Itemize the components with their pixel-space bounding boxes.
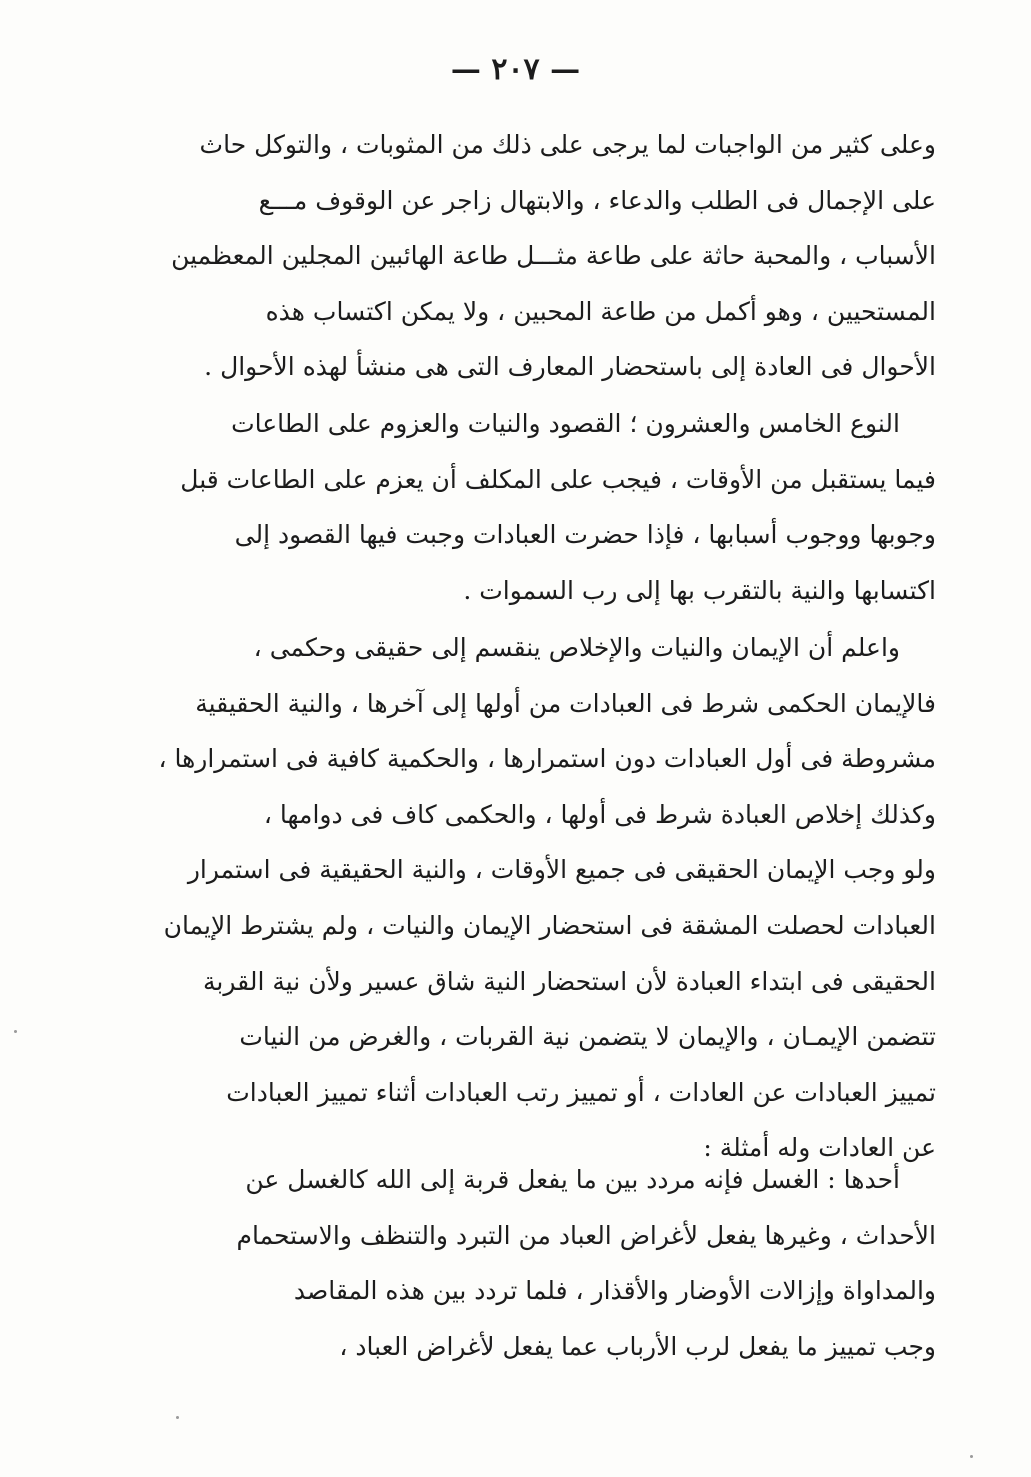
scan-speck <box>176 1416 179 1419</box>
text-line: أحدها : الغسل فإنه مردد بين ما يفعل قربة إلى الله كالغسل عن <box>245 1165 900 1194</box>
paragraph-2 <box>96 396 936 618</box>
text-line: الأحوال فى العادة إلى باستحضار المعارف التى هى منشأ لهذه الأحوال . <box>204 352 936 382</box>
text-line: عن العادات وله أمثلة : <box>703 1133 936 1163</box>
text-line: الأسباب ، والمحبة حاثة على طاعة مثـــل طاعة الهائبين المجلين المعظمين <box>171 241 936 271</box>
text-line: وعلى كثير من الواجبات لما يرجى على ذلك من المثوبات ، والتوكل حاث <box>199 130 936 159</box>
text-line: تتضمن الإيمـان ، والإيمان لا يتضمن نية القربات ، والغرض من النيات <box>239 1022 936 1052</box>
text-line: والمداواة وإزالات الأوضار والأقذار ، فلما تردد بين هذه المقاصد <box>293 1276 936 1306</box>
text-line: العبادات لحصلت المشقة فى استحضار الإيمان والنيات ، ولم يشترط الإيمان <box>163 910 936 940</box>
text-line: وجب تمييز ما يفعل لرب الأرباب عما يفعل لأغراض العباد ، <box>339 1331 936 1361</box>
text-line: الأحداث ، وغيرها يفعل لأغراض العباد من التبرد والتنظف والاستحمام <box>236 1220 936 1250</box>
text-line: وكذلك إخلاص العبادة شرط فى أولها ، والحكمى كاف فى دوامها ، <box>263 799 936 829</box>
text-line: على الإجمال فى الطلب والدعاء ، والابتهال زاجر عن الوقوف مـــع <box>258 185 936 215</box>
text-line: الحقيقى فى ابتداء العبادة لأن استحضار النية شاق عسير ولأن نية القربة <box>203 966 936 996</box>
scan-speck <box>970 1455 973 1458</box>
text-line: مشروطة فى أول العبادات دون استمرارها ، والحكمية كافية فى استمرارها ، <box>158 744 936 774</box>
text-line: فيما يستقبل من الأوقات ، فيجب على المكلف أن يعزم على الطاعات قبل <box>180 464 936 494</box>
text-line: فالإيمان الحكمى شرط فى العبادات من أولها إلى آخرها ، والنية الحقيقية <box>195 688 936 718</box>
page-number: — ٢٠٧ — <box>450 52 581 87</box>
scan-speck <box>14 1030 17 1033</box>
paragraph-4 <box>96 1152 936 1374</box>
paragraph-3 <box>96 620 936 1176</box>
text-line: المستحيين ، وهو أكمل من طاعة المحبين ، ولا يمكن اكتساب هذه <box>265 296 936 326</box>
text-line: ولو وجب الإيمان الحقيقى فى جميع الأوقات ، والنية الحقيقية فى استمرار <box>187 855 936 885</box>
text-line: اكتسابها والنية بالتقرب بها إلى رب السموات . <box>463 575 936 605</box>
text-line: تمييز العبادات عن العادات ، أو تمييز رتب العبادات أثناء تمييز العبادات <box>226 1077 936 1107</box>
text-line: وجوبها ووجوب أسبابها ، فإذا حضرت العبادات وجبت فيها القصود إلى <box>234 520 936 550</box>
text-line: واعلم أن الإيمان والنيات والإخلاص ينقسم إلى حقيقى وحكمى ، <box>253 633 900 662</box>
paragraph-1 <box>96 117 936 395</box>
text-line: النوع الخامس والعشرون ؛ القصود والنيات والعزوم على الطاعات <box>231 409 900 438</box>
